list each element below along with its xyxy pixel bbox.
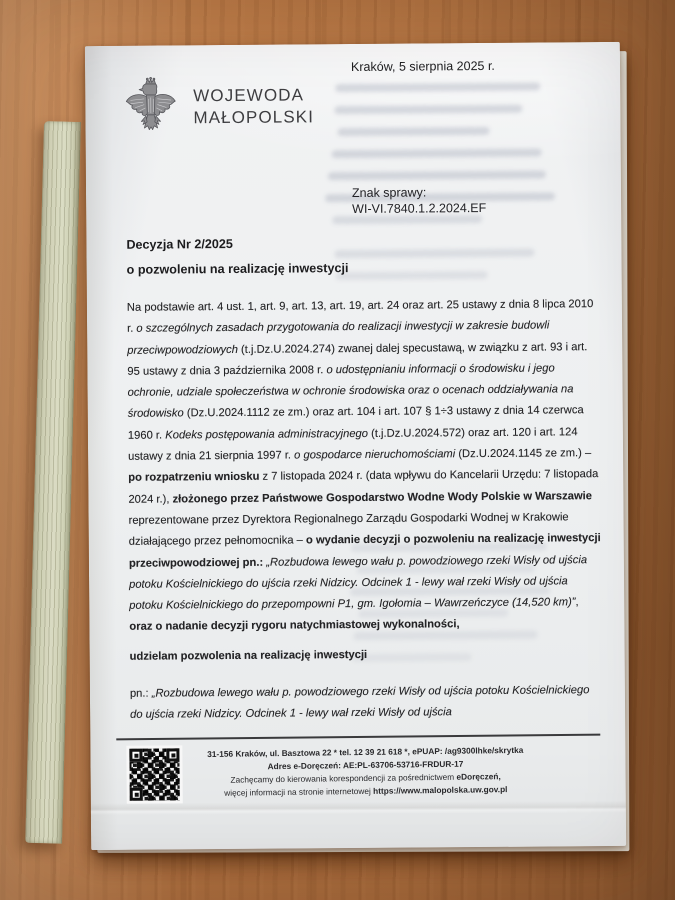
text-run: Zachęcamy do kierowania korespondencji za pośrednictwem — [230, 771, 457, 785]
body-paragraph-grant — [130, 643, 604, 668]
text-run: https://www.malopolska.uw.gov.pl — [373, 783, 508, 796]
text-run: reprezentowane przez Dyrektora Regionalnego Zarządu Gospodarki Wodnej w Krakowie działającego przez pełnomocnika – — [128, 511, 569, 549]
document-page — [85, 42, 626, 850]
text-run: o wydanie decyzji o pozwoleniu na realizację inwestycji przeciwpowodziowej pn.: — [128, 532, 601, 570]
text-run: z 7 listopada 2024 r. (data wpływu do Kancelarii Urzędu: 7 listopada 2024 r.), — [128, 468, 599, 506]
case-reference-label: Znak sprawy: — [351, 185, 427, 201]
document-stack-edge — [25, 121, 81, 844]
footer-contact-block — [170, 743, 561, 800]
case-reference — [352, 185, 486, 217]
text-run: udzielam pozwolenia na realizację inwestycji — [129, 648, 368, 663]
text-run: (t.j.Dz.U.2024.572) oraz art. 120 i art. 124 ustawy z dnia 21 sierpnia 1997 r. — [128, 426, 578, 463]
text-run: po rozpatrzeniu wniosku — [128, 471, 260, 485]
paper-crease — [91, 801, 626, 815]
letterhead — [123, 75, 314, 137]
qr-finder-icon — [129, 749, 142, 762]
text-run: eDoręczeń, — [456, 770, 501, 782]
text-run: o udostępnianiu informacji o środowisku i jego ochronie, udziale społeczeństwa w ochronie środowiska oraz o ocenach oddziaływania na środowisko — [127, 362, 574, 421]
text-run: Adres e-Doręczeń: AE:PL-63706-53716-FRDUR-17 — [267, 758, 464, 772]
footer-divider — [116, 734, 600, 740]
letterhead-line2: MAŁOPOLSKI — [193, 106, 315, 127]
text-run: (t.j.Dz.U.2024.274) zwanej dalej specustawą, w związku z art. 93 i art. 95 ustawy z dnia 3 października 2008 r. — [127, 340, 588, 378]
text-run: 31-156 Kraków, ul. Basztowa 22 * tel. 12 39 21 618 *, ePUAP: /ag9300lhke/skrytka — [207, 744, 524, 760]
decision-title-line1: Decyzja Nr 2/2025 — [126, 236, 233, 252]
bleedthrough-row — [337, 127, 489, 136]
case-reference-value: WI-VI.7840.1.2.2024.EF — [352, 200, 487, 216]
bleedthrough-row — [335, 83, 540, 93]
text-run: (Dz.U.2024.1145 ze zm.) – — [455, 447, 592, 461]
body-paragraph-legal-basis — [127, 294, 604, 638]
bleedthrough-row — [336, 271, 488, 280]
text-run: oraz o nadanie decyzji rygoru natychmiastowej wykonalności, — [129, 618, 460, 634]
bleedthrough-row — [328, 170, 546, 180]
qr-finder-icon — [130, 788, 143, 801]
body-paragraph-project-name — [130, 680, 604, 726]
polish-eagle-emblem — [123, 76, 178, 137]
bleedthrough-row — [332, 149, 542, 159]
text-run: „Rozbudowa lewego wału p. powodziowego rzeki Wisły od ujścia potoku Kościelnickiego do ujścia rzeki Nidzicy. Odcinek 1 - lewy wał rzeki Wisły od ujścia potoku Kościelnickiego do przepompowni P1, gm. Igołomia – Wawrzeńczyce (14,520 km)” — [129, 553, 588, 612]
letterhead-line1: WOJEWODA — [193, 85, 305, 106]
bleedthrough-row — [334, 105, 522, 114]
text-run: Na podstawie art. 4 ust. 1, art. 9, art. 13, art. 19, art. 24 oraz art. 25 ustawy z dnia 8 lipca 2010 r. — [126, 298, 594, 336]
bleedthrough-row — [334, 249, 534, 259]
text-run: o gospodarce nieruchomościami — [294, 448, 456, 462]
text-run: (Dz.U.2024.1112 ze zm.) oraz art. 104 i art. 107 § 1÷3 ustawy z dnia 14 czerwca 1960 r. — [127, 404, 584, 442]
reverse-side-bleedthrough — [85, 42, 620, 46]
decision-title-line2: o pozwoleniu na realizację inwestycji — [126, 261, 349, 277]
text-run: „Rozbudowa lewego wału p. powodziowego rzeki Wisły od ujścia potoku Kościelnickiego do ujścia rzeki Nidzicy. Odcinek 1 - lewy wał rzeki Wisły od ujścia — [130, 684, 590, 722]
text-run: złożonego przez Państwowe Gospodarstwo Wodne Wody Polskie w Warszawie — [172, 489, 592, 506]
decision-title — [126, 231, 348, 283]
text-run: , — [575, 596, 579, 609]
decision-body — [127, 294, 604, 726]
text-run: Kodeks postępowania administracyjnego — [165, 427, 369, 442]
text-run: więcej informacji na stronie internetowej — [224, 785, 374, 798]
date-line: Kraków, 5 sierpnia 2025 r. — [350, 58, 495, 75]
letterhead-text — [193, 84, 314, 128]
text-run: o szczególnych zasadach przygotowania do realizacji inwestycji w zakresie budowli przeciwpowodziowych — [127, 319, 550, 357]
text-run: pn.: — [129, 687, 152, 700]
